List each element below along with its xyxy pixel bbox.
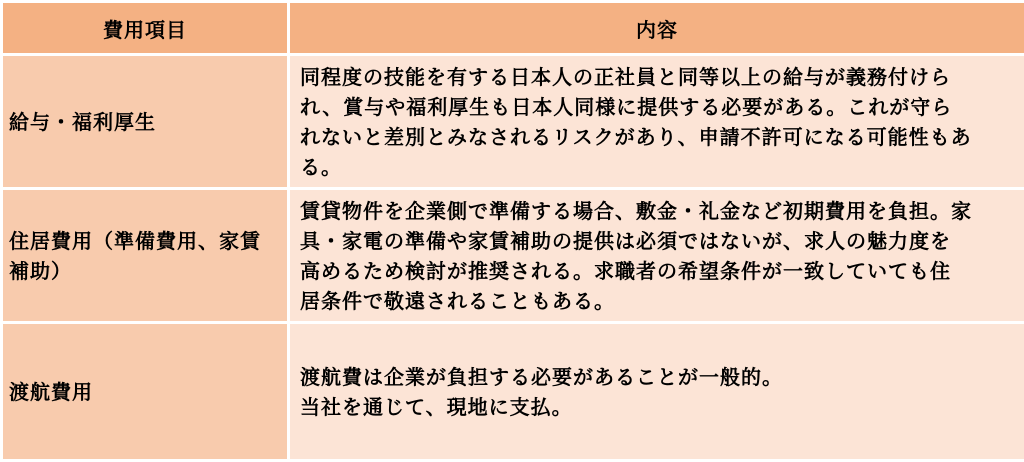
table-row: [2, 189, 1024, 323]
content-text: 同程度の技能を有する日本人の正社員と同等以上の給与が義務付けら れ、賞与や福利厚生も日本人同様に提供する必要がある。これが守ら れないと差別とみなされるリスクがあり、申請不許可になる可能性もあ る。: [300, 62, 1014, 182]
header-cost-item: 費用項目: [2, 2, 289, 55]
content-text: 賃貸物件を企業側で準備する場合、敷金・礼金など初期費用を負担。家 具・家電の準備や家賃補助の提供は必須ではないが、求人の魅力度を 高めるため検討が推奨される。求職者の希望条件が一致していても住 居条件で敬遠されることもある。: [300, 196, 1014, 316]
row-content-salary-benefits: [289, 55, 1024, 189]
row-content-travel-costs: [289, 323, 1024, 461]
row-label-housing-costs: 住居費用（準備費用、家賃補助）: [2, 189, 289, 323]
table-row: [2, 55, 1024, 189]
row-content-housing-costs: [289, 189, 1024, 323]
table-row: [2, 323, 1024, 461]
header-content: 内容: [289, 2, 1024, 55]
table-header-row: [2, 2, 1024, 55]
row-label-travel-costs: 渡航費用: [2, 323, 289, 461]
row-label-salary-benefits: 給与・福利厚生: [2, 55, 289, 189]
content-text: 渡航費は企業が負担する必要があることが一般的。 当社を通じて、現地に支払。: [300, 362, 1014, 422]
